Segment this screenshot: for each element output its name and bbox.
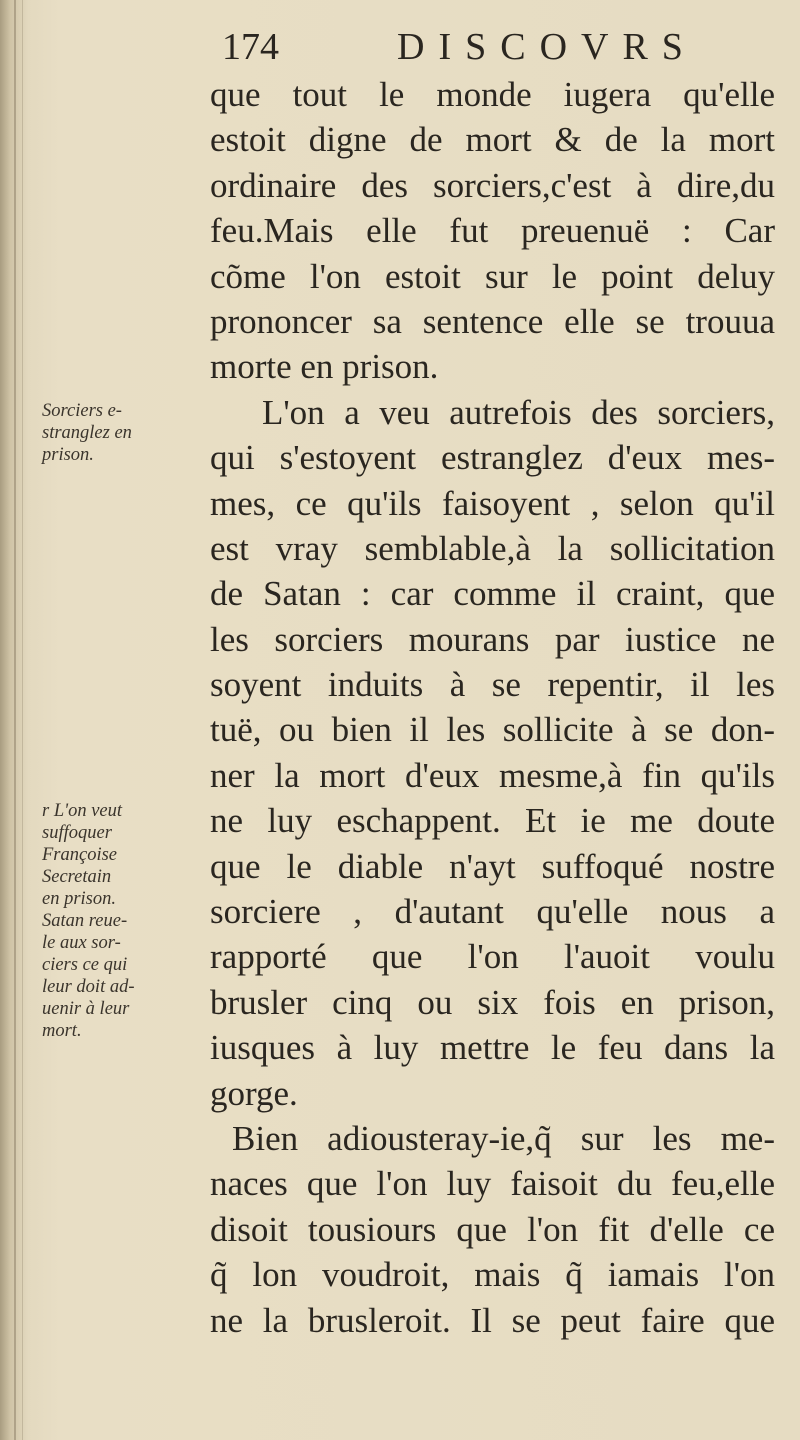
- margin-note-line: le aux sor-: [42, 933, 121, 953]
- text-line: q̃ lon voudroit, mais q̃ iamais l'on: [210, 1255, 775, 1295]
- main-text-block: [210, 72, 775, 1343]
- text-line: de Satan : car comme il craint, que: [210, 574, 775, 614]
- page-header: [222, 22, 697, 72]
- text-line: ne luy eschappent. Et ie me doute: [210, 801, 775, 841]
- margin-note-line: suffoquer: [42, 823, 112, 843]
- margin-note-line: Satan reue-: [42, 911, 128, 931]
- text-line: gorge.: [210, 1073, 298, 1113]
- text-line: qui s'estoyent estranglez d'eux mes-: [210, 438, 775, 478]
- text-line: naces que l'on luy faisoit du feu,elle: [210, 1164, 775, 1204]
- text-line: est vray semblable,à la sollicitation: [210, 528, 775, 568]
- text-line: iusques à luy mettre le feu dans la: [210, 1028, 775, 1068]
- margin-note-line: leur doit ad-: [42, 977, 135, 997]
- margin-note-line: mort.: [42, 1021, 82, 1041]
- text-line: sorciere , d'autant qu'elle nous a: [210, 892, 775, 932]
- text-line: que le diable n'ayt suffoqué nostre: [210, 846, 775, 886]
- text-line: estoit digne de mort & de la mort: [210, 120, 775, 160]
- text-line: rapporté que l'on l'auoit voulu: [210, 937, 775, 977]
- text-line: soyent induits à se repentir, il les: [210, 665, 775, 705]
- text-line: ne la brusleroit. Il se peut faire que: [210, 1300, 775, 1340]
- margin-note-line: Secretain: [42, 867, 112, 887]
- text-line: que tout le monde iugera qu'elle: [210, 75, 775, 114]
- text-line: ner la mort d'eux mesme,à fin qu'ils: [210, 755, 775, 795]
- text-line: les sorciers mourans par iustice ne: [210, 619, 775, 659]
- margin-note-line: Françoise: [42, 845, 118, 865]
- running-title: DISCOVRS: [397, 26, 697, 68]
- page-gutter-inner: [22, 0, 23, 1440]
- text-line: disoit tousiours que l'on fit d'elle ce: [210, 1209, 775, 1249]
- text-line: L'on a veu autrefois des sorciers,: [262, 392, 775, 432]
- margin-note-line: en prison.: [42, 889, 116, 909]
- margin-note-line: prison.: [42, 445, 94, 465]
- margin-note-line: r L'on veut: [42, 801, 123, 821]
- text-line: tuë, ou bien il les sollicite à se don-: [210, 710, 775, 750]
- margin-note-sorciers: [42, 400, 207, 466]
- page-gutter: [14, 0, 16, 1440]
- text-line: mes, ce qu'ils faisoyent , selon qu'il: [210, 483, 775, 523]
- margin-note-suffoquer: [42, 800, 207, 1042]
- text-line: morte en prison.: [210, 347, 439, 387]
- text-line: feu.Mais elle fut preuenuë : Car: [210, 211, 775, 251]
- margin-note-line: Sorciers e-: [42, 401, 122, 421]
- text-line: Bien adiousteray-ie,q̃ sur les me-: [232, 1118, 775, 1158]
- page-number: 174: [222, 26, 279, 68]
- margin-note-line: stranglez en: [42, 423, 132, 443]
- text-line: cõme l'on estoit sur le point deluy: [210, 256, 775, 296]
- text-line: brusler cinq ou six fois en prison,: [210, 982, 775, 1022]
- text-line: prononcer sa sentence elle se trouua: [210, 301, 775, 341]
- margin-note-line: ciers ce qui: [42, 955, 128, 975]
- margin-note-line: uenir à leur: [42, 999, 130, 1019]
- text-line: ordinaire des sorciers,c'est à dire,du: [210, 165, 775, 205]
